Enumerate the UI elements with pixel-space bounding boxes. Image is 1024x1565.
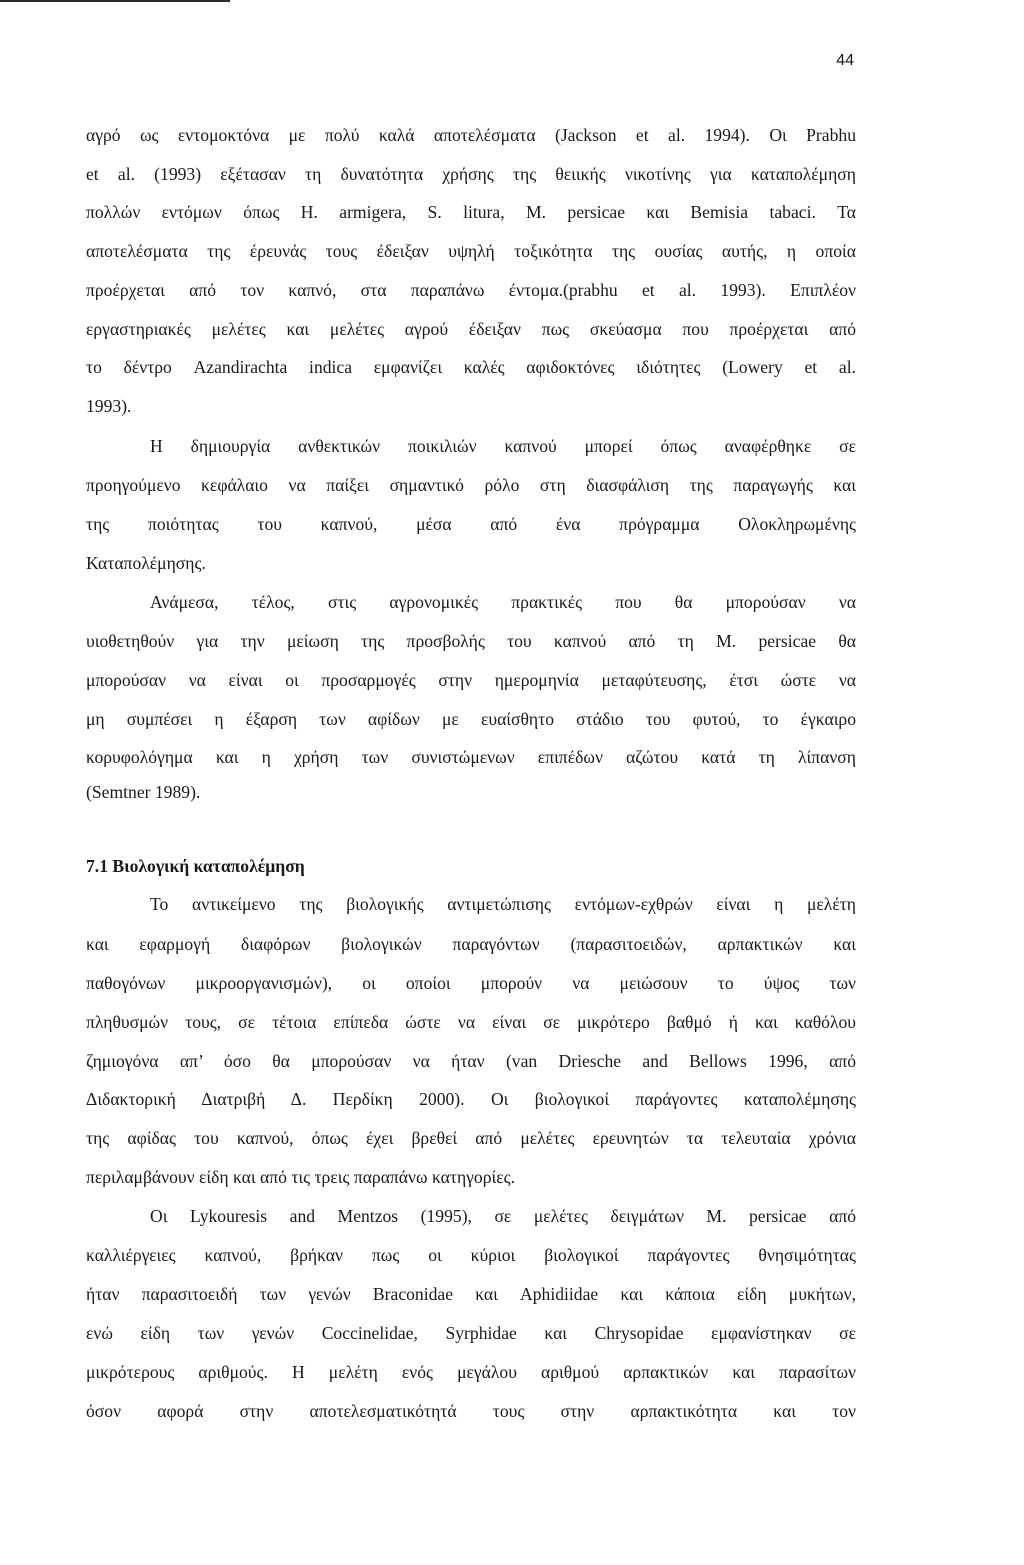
text-line: ζημιογόνα απ’ όσο θα μπορούσαν να ήταν (van Driesche and Bellows 1996, από — [86, 1051, 856, 1071]
text-line: μη συμπέσει η έξαρση των αφίδων με ευαίσθητο στάδιο του φυτού, το έγκαιρο — [86, 709, 856, 729]
text-line: ενώ είδη των γενών Coccinelidae, Syrphidae και Chrysopidae εμφανίστηκαν σε — [86, 1323, 856, 1343]
text-line: αποτελέσματα της έρευνάς τους έδειξαν υψηλή τοξικότητα της ουσίας αυτής, η οποία — [86, 241, 856, 261]
text-line: καλλιέργειες καπνού, βρήκαν πως οι κύριοι βιολογικοί παράγοντες θνησιμότητας — [86, 1245, 856, 1265]
text-line: όσον αφορά στην αποτελεσματικότητά τους στην αρπακτικότητα και τον — [86, 1401, 856, 1421]
text-line: Οι Lykouresis and Mentzos (1995), σε μελέτες δειγμάτων M. persicae από — [150, 1206, 856, 1226]
text-line: αγρό ως εντομοκτόνα με πολύ καλά αποτελέσματα (Jackson et al. 1994). Οι Prabhu — [86, 125, 856, 145]
page-number: 44 — [836, 52, 854, 69]
text-line: Ανάμεσα, τέλος, στις αγρονομικές πρακτικές που θα μπορούσαν να — [150, 592, 856, 612]
text-line: περιλαμβάνουν είδη και από τις τρεις παραπάνω κατηγορίες. — [86, 1167, 515, 1187]
text-line: μικρότερους αριθμούς. Η μελέτη ενός μεγάλου αριθμού αρπακτικών και παρασίτων — [86, 1362, 856, 1382]
top-edge-rule — [0, 0, 230, 2]
text-line: υιοθετηθούν για την μείωση της προσβολής του καπνού από τη M. persicae θα — [86, 631, 856, 651]
text-line: το δέντρο Azandirachta indica εμφανίζει καλές αφιδοκτόνες ιδιότητες (Lowery et al. — [86, 357, 856, 377]
text-line: 1993). — [86, 396, 132, 416]
text-line: (Semtner 1989). — [86, 782, 201, 802]
text-line: Καταπολέμησης. — [86, 553, 206, 573]
section-heading: 7.1 Βιολογική καταπολέμηση — [86, 856, 305, 876]
text-line: Η δημιουργία ανθεκτικών ποικιλιών καπνού μπορεί όπως αναφέρθηκε σε — [150, 436, 856, 456]
text-line: πολλών εντόμων όπως H. armigera, S. litura, M. persicae και Bemisia tabaci. Τα — [86, 202, 856, 222]
text-line: προηγούμενο κεφάλαιο να παίξει σημαντικό ρόλο στη διασφάλιση της παραγωγής και — [86, 475, 856, 495]
text-line: Το αντικείμενο της βιολογικής αντιμετώπισης εντόμων-εχθρών είναι η μελέτη — [150, 894, 856, 914]
text-line: παθογόνων μικροοργανισμών), οι οποίοι μπορούν να μειώσουν το ύψος των — [86, 973, 856, 993]
text-line: και εφαρμογή διαφόρων βιολογικών παραγόντων (παρασιτοειδών, αρπακτικών και — [86, 934, 856, 954]
text-line: Διδακτορική Διατριβή Δ. Περδίκη 2000). Οι βιολογικοί παράγοντες καταπολέμησης — [86, 1089, 856, 1109]
text-line: της ποιότητας του καπνού, μέσα από ένα πρόγραμμα Ολοκληρωμένης — [86, 514, 856, 534]
text-line: της αφίδας του καπνού, όπως έχει βρεθεί από μελέτες ερευνητών τα τελευταία χρόνια — [86, 1128, 856, 1148]
text-line: μπορούσαν να είναι οι προσαρμογές στην ημερομηνία μεταφύτευσης, έτσι ώστε να — [86, 670, 856, 690]
text-line: προέρχεται από τον καπνό, στα παραπάνω έντομα.(prabhu et al. 1993). Επιπλέον — [86, 280, 856, 300]
text-line: εργαστηριακές μελέτες και μελέτες αγρού έδειξαν πως σκεύασμα που προέρχεται από — [86, 319, 856, 339]
text-line: πληθυσμών τους, σε τέτοια επίπεδα ώστε να είναι σε μικρότερο βαθμό ή και καθόλου — [86, 1012, 856, 1032]
text-line: ήταν παρασιτοειδή των γενών Braconidae και Aphidiidae και κάποια είδη μυκήτων, — [86, 1284, 856, 1304]
text-line: κορυφολόγημα και η χρήση των συνιστώμενων επιπέδων αζώτου κατά τη λίπανση — [86, 747, 856, 767]
text-line: et al. (1993) εξέτασαν τη δυνατότητα χρήσης της θειικής νικοτίνης για καταπολέμηση — [86, 164, 856, 184]
